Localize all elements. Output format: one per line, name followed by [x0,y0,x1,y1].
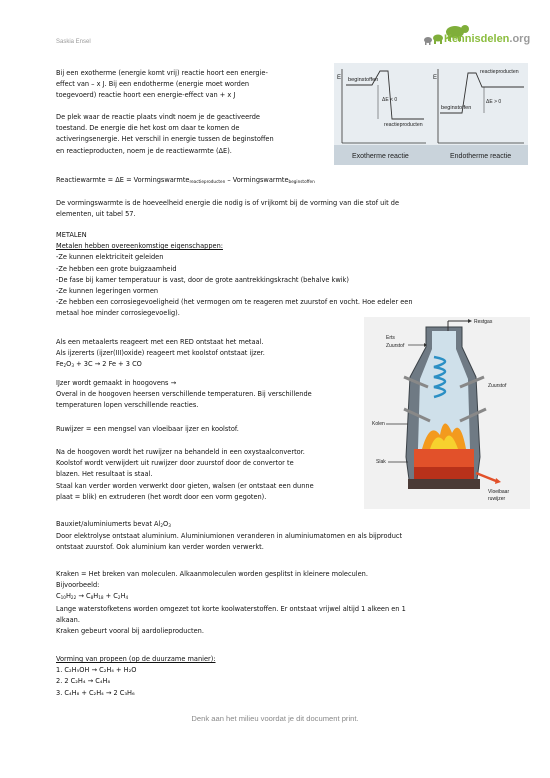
author-name: Saskia Ensel [56,39,91,45]
metalen-heading: METALEN [56,231,87,239]
blast-furnace-diagram [364,317,530,509]
svg-text:ΔE > 0: ΔE > 0 [486,99,502,105]
list-item: -Ze hebben een corrosiegevoeligheid (het vermogen om te reageren met zuurstof en vocht. Hoe edeler een [56,298,413,307]
list-item: -Ze kunnen legeringen vormen [56,287,159,296]
metalen-subheading: Metalen hebben overeenkomstige eigenschappen: [56,242,223,251]
footer-note: Denk aan het milieu voordat je dit document print. [191,714,359,723]
svg-text:Zuurstof: Zuurstof [386,343,405,349]
cracking-equation: $C_{10}H_{22} \to C_8H_{18} + C_2H_4$ [56,592,129,601]
hoogoven-paragraph: IJzer wordt gemaakt in hoogovens → Overal in de hoogoven heersen verschillende temperaturen. Bij verschillende temperaturen lopen verschillende reacties. [56,379,312,410]
list-item: 3. C₄H₈ + C₂H₄ → 2 C₃H₆ [56,688,135,697]
list-item: -Ze kunnen elektriciteit geleiden [56,253,164,262]
svg-text:reactieproducten: reactieproducten [384,122,423,128]
svg-text:beginstoffen: beginstoffen [441,105,472,111]
bauxiet-line: Bauxiet/aluminiumerts bevat $Al_2O_3$ [56,520,171,528]
metaalerts-paragraph: Als een metaalerts reageert met een RED ontstaat het metaal. Als ijzererts (ijzer(III)oxide) reageert met koolstof ontstaat ijzer. $Fe_2O_3 + 3C \to 2$ Fe + 3 CO [56,337,265,372]
svg-text:Vloeibaar: Vloeibaar [488,489,510,495]
svg-text:Slak: Slak [376,459,386,465]
svg-text:ruwijzer: ruwijzer [488,496,506,502]
energy-diagram [334,63,528,165]
vormingswarmte-paragraph: De vormingswarmte is de hoeveelheid energie die nodig is of vrijkomt bij de vorming van die stof uit de elementen, uit tabel 57. [56,199,400,219]
svg-text:Kolen: Kolen [372,421,385,427]
kraken-paragraph: Kraken = Het breken van moleculen. Alkaanmoleculen worden gesplitst in kleinere moleculen. Bijvoorbeeld: $C_{10}H_{22} \to C_8H_{18} + C_2H_4$ Lange waterstofketens worden omgezet tot korte koolwaterstoffen. Er ontstaat vrijwel altijd 1 alkeen en 1 alkaan. Kraken gebeurt vooral bij aardolieproducten. [56,570,406,636]
propeen-heading: Vorming van propeen (op de duurzame manier): [56,655,216,663]
propeen-section [56,654,216,699]
reactiewarmte-formula: Reactiewarmte = ΔE = Vormingswarmte$_{reactieproducten}$ – Vormingswarmte$_{beginstoffen}$ [56,176,315,184]
svg-text:E: E [337,75,342,81]
list-item: metaal hoe minder corrosiegevoelig). [56,309,180,318]
svg-text:Zuurstof: Zuurstof [488,383,507,389]
svg-text:E: E [433,75,438,81]
logo-text: Kennisdelen.org [444,33,531,45]
list-item: -Ze hebben een grote buigzaamheid [56,264,177,273]
activation-paragraph: De plek waar de reactie plaats vindt noem je de geactiveerde toestand. De energie die het kost om daar te komen de activeringsenergie. Het verschil in energie tussen de beginstoffen en reactieproducten, noem je de reactiewarmte (ΔE). [56,113,274,155]
ruwijzer-definition: Ruwijzer = een mengsel van vloeibaar ijzer en koolstof. [56,425,239,433]
list-item: -De fase bij kamer temperatuur is vast, door de grote aantrekkingskracht (behalve kwik) [56,275,349,284]
exo-endo-paragraph: Bij een exotherme (energie komt vrij) reactie hoort een energie- effect van – x J. Bij een endotherme (energie moet worden toegevoerd) reactie hoort een energie-effect van + x J [56,69,268,100]
svg-text:ΔE < 0: ΔE < 0 [382,97,398,103]
list-item: 1. C₂H₅OH → C₂H₄ + H₂O [56,666,137,675]
svg-text:beginstoffen: beginstoffen [348,77,379,83]
aluminium-paragraph: Bauxiet/aluminiumerts bevat $Al_2O_3$ Door elektrolyse ontstaat aluminium. Aluminiumionen veranderen in aluminiumatomen en als bijproduct ontstaat zuurstof. Ook aluminium kan verder worden verwerkt. [56,520,403,552]
iron-equation: $Fe_2O_3 + 3C \to 2$ Fe + 3 CO [56,360,142,369]
metalen-section [56,230,413,320]
list-item: 2. 2 C₂H₄ → C₄H₈ [56,677,111,686]
svg-text:Erts: Erts [386,335,395,341]
svg-text:Endotherme reactie: Endotherme reactie [450,153,512,160]
svg-text:Restgas: Restgas [474,319,493,325]
svg-text:reactieproducten: reactieproducten [480,69,519,75]
svg-text:Exotherme reactie: Exotherme reactie [352,153,409,160]
staal-paragraph: Na de hoogoven wordt het ruwijzer na behandeld in een oxystaalconvertor. Koolstof wordt verwijdert uit ruwijzer door zuurstof door de convertor te blazen. Het resultaat is staal. Staal kan verder worden verwerkt door gieten, walsen (er ontstaat een dunne plaat = blik) en extruderen (het wordt door een vorm gegoten). [56,448,314,501]
